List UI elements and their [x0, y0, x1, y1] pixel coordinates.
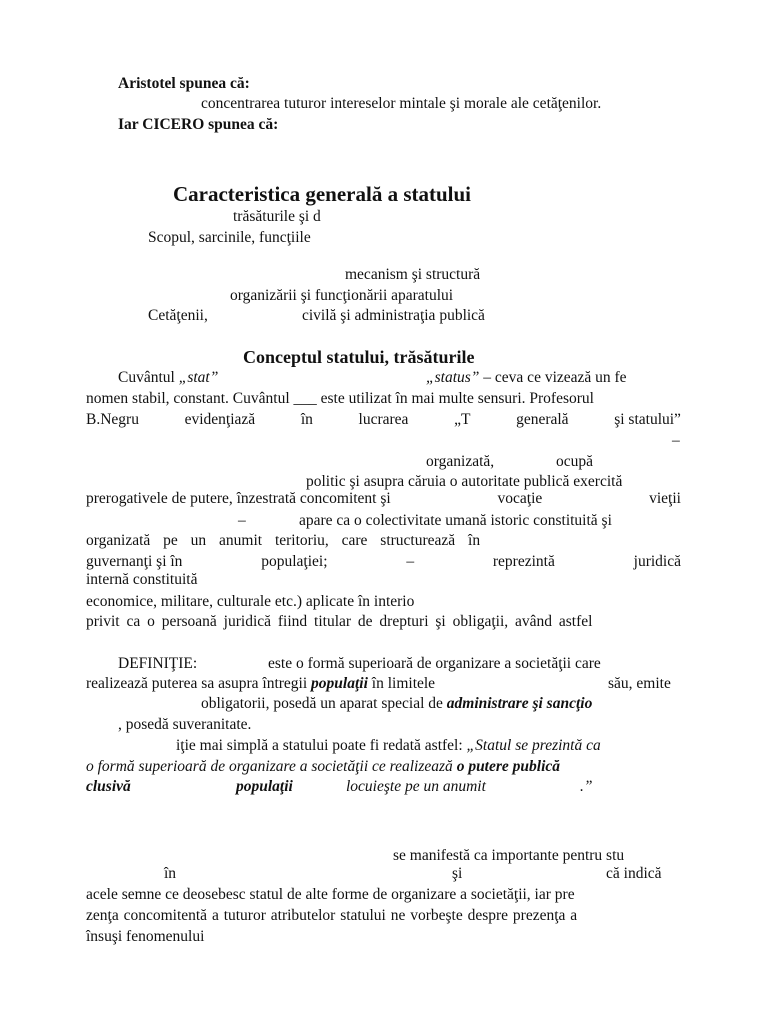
- p3-line-2b: şi: [452, 865, 463, 882]
- p2-line-7d: .”: [580, 778, 593, 795]
- p1-line-9: organizată pe un anumit teritoriu, care structurează în: [86, 532, 481, 549]
- p1-word: lucrarea: [358, 411, 409, 428]
- p1-line-10: [86, 552, 681, 572]
- p2-quote-start: „Statul se prezintă ca: [466, 737, 601, 754]
- p3-line-4: zenţa concomitentă a tuturor atributelor statului ne vorbeşte despre prezenţa a: [86, 907, 578, 924]
- p1-line-8a: –: [238, 512, 246, 529]
- p2-word: o formă superioară de organizare a societăţii ce realizează: [86, 758, 457, 775]
- p2-line-6: [86, 757, 560, 777]
- p1-word: „T: [454, 411, 471, 428]
- p2-line-1: este o formă superioară de organizare a societăţii care: [268, 655, 601, 672]
- p1-line-8b: apare ca o colectivitate umană istoric constituită şi: [299, 512, 612, 529]
- p2-word: obligatorii, posedă un aparat special de: [201, 695, 447, 712]
- p2-line-3: [201, 694, 592, 714]
- p2-line-5: [176, 736, 601, 756]
- toc-line-5b: civilă şi administraţia publică: [302, 307, 485, 324]
- p1-line-12: economice, militare, culturale etc.) aplicate în interio: [86, 593, 415, 610]
- p2-populatii-term: populaţii: [311, 675, 368, 692]
- p1-word: prerogativele de putere, înzestrată concomitent şi: [86, 490, 391, 507]
- p1-line-4: –: [672, 432, 680, 449]
- p1-word: evidenţiază: [184, 411, 256, 428]
- p1-word: vieţii: [649, 490, 681, 507]
- p1-word: generală: [516, 411, 569, 428]
- p3-line-2a: în: [164, 865, 177, 882]
- p1-line-1: [118, 368, 218, 388]
- p1-word: în: [300, 411, 313, 428]
- toc-line-4: organizării şi funcţionării aparatului: [230, 287, 454, 304]
- aristotel-heading: Aristotel spunea că:: [118, 75, 250, 92]
- cicero-heading: Iar CICERO spunea că:: [118, 116, 279, 133]
- p2-line-7b: populaţii: [236, 778, 293, 795]
- p2-line-7c: locuieşte pe un anumit: [346, 778, 486, 795]
- p2-word: realizează puterea sa asupra întregii: [86, 675, 312, 692]
- p1-word: B.Negru: [86, 411, 139, 428]
- p2-word: iţie mai simplă a statului poate fi redată astfel:: [176, 737, 467, 754]
- p1-line-6: politic şi asupra căruia o autoritate publică exercită: [306, 473, 623, 490]
- p1-line-7: [86, 489, 681, 509]
- p1-line-3: [86, 410, 681, 430]
- aristotel-quote: concentrarea tuturor intereselor mintale şi morale ale cetăţenilor.: [201, 95, 602, 112]
- p1-word: – ceva ce vizează un fe: [479, 369, 627, 386]
- p1-word: vocaţie: [497, 490, 543, 507]
- p2-line-7a: clusivă: [86, 778, 131, 795]
- p2-line-4: , posedă suveranitate.: [118, 716, 252, 733]
- p3-line-2c: că indică: [606, 865, 662, 882]
- p2-administrare-term: administrare şi sancţio: [446, 695, 593, 712]
- p2-putere-publica-term: o putere publică: [456, 758, 561, 775]
- p1-line-5b: ocupă: [556, 453, 594, 470]
- p2-line-2: [86, 674, 435, 694]
- p1-line-1-right: [426, 368, 627, 388]
- p1-word: reprezintă: [492, 553, 555, 570]
- p3-line-5: însuşi fenomenului: [86, 928, 205, 945]
- toc-title: Caracteristica generală a statului: [173, 182, 472, 206]
- toc-line-1: trăsăturile şi d: [233, 208, 321, 225]
- p3-line-1: se manifestă ca importante pentru stu: [393, 847, 625, 864]
- p1-line-2: nomen stabil, constant. Cuvântul ___ este utilizat în mai multe sensuri. Profesorul: [86, 390, 594, 407]
- p1-stat-term: „stat”: [178, 369, 219, 386]
- toc-line-2: Scopul, sarcinile, funcţiile: [148, 229, 311, 246]
- p1-status-term: „status”: [426, 369, 480, 386]
- p1-word: Cuvântul: [118, 369, 179, 386]
- p1-word: juridică: [633, 553, 681, 570]
- p1-word: populaţiei;: [261, 553, 328, 570]
- p1-word: guvernanţi şi în: [86, 553, 183, 570]
- section-title: Conceptul statului, trăsăturile: [243, 347, 475, 367]
- toc-line-3: mecanism şi structură: [345, 266, 481, 283]
- p2-line-2-right: său, emite: [608, 675, 671, 692]
- p2-definition-label: DEFINIŢIE:: [118, 655, 198, 672]
- p1-word: –: [406, 553, 415, 570]
- toc-line-5a: Cetăţenii,: [148, 307, 208, 324]
- p1-line-5a: organizată,: [426, 453, 495, 470]
- p1-word: şi statului”: [614, 411, 681, 428]
- p1-line-13: privit ca o persoană juridică fiind titular de drepturi şi obligaţii, având astfel: [86, 613, 593, 630]
- p3-line-3: acele semne ce deosebesc statul de alte forme de organizare a societăţii, iar pre: [86, 886, 575, 903]
- p2-word: în limitele: [367, 675, 436, 692]
- p1-line-11: internă constituită: [86, 571, 198, 588]
